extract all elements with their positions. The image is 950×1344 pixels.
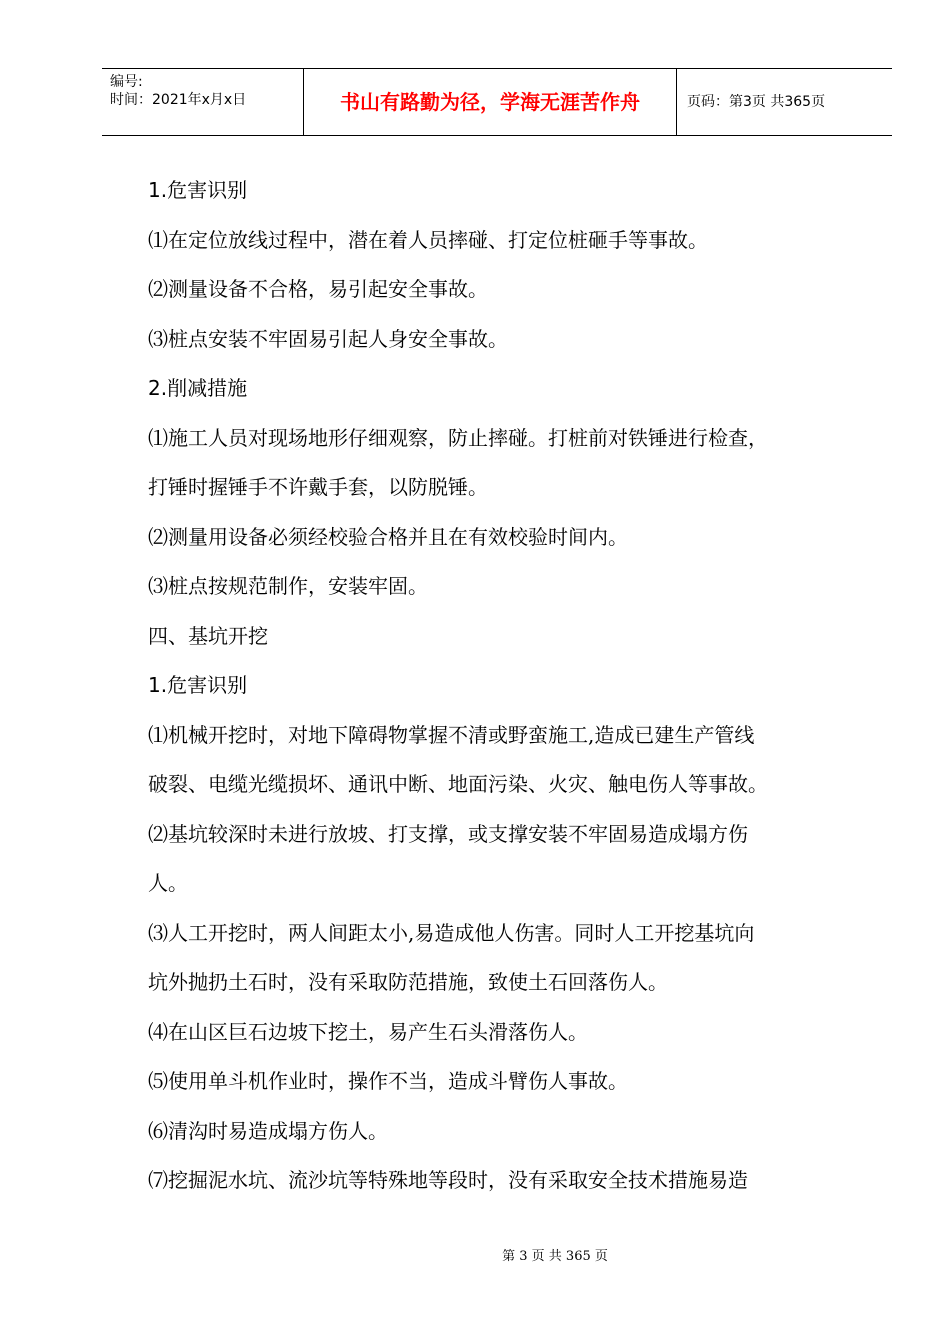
body-paragraph: ⑴在定位放线过程中，潜在着人员摔碰、打定位桩砸手等事故。 [148, 227, 708, 252]
body-paragraph: ⑺挖掘泥水坑、流沙坑等特殊地等段时，没有采取安全技术措施易造 [148, 1168, 748, 1192]
body-paragraph: 坑外抛扔土石时，没有采取防范措施，致使土石回落伤人。 [148, 970, 668, 994]
body-paragraph: ⑵测量用设备必须经校验合格并且在有效校验时间内。 [148, 524, 628, 549]
body-paragraph: ⑶人工开挖时，两人间距太小,易造成他人伤害。同时人工开挖基坑向 [148, 920, 755, 945]
section-heading: 2.削减措施 [148, 376, 248, 400]
body-paragraph: 破裂、电缆光缆损坏、通讯中断、地面污染、火灾、触电伤人等事故。 [148, 772, 768, 796]
footer-page-number: 第 3 页 共 365 页 [502, 1249, 608, 1264]
section-heading: 1.危害识别 [148, 178, 248, 202]
document-number-label: 编号: [110, 74, 143, 90]
body-paragraph: ⑴施工人员对现场地形仔细观察，防止摔碰。打桩前对铁锤进行检查， [148, 425, 768, 450]
page-footer [0, 1245, 950, 1264]
document-body [148, 166, 868, 1206]
document-date-label: 时间：2021年x月x日 [110, 92, 247, 108]
header-meta-cell [102, 69, 304, 135]
body-paragraph: ⑵测量设备不合格，易引起安全事故。 [148, 277, 488, 301]
header-motto: 书山有路勤为径，学海无涯苦作舟 [304, 69, 677, 135]
header-page-number: 页码：第3页 共365页 [687, 94, 826, 110]
body-paragraph: 打锤时握锤手不许戴手套，以防脱锤。 [148, 475, 488, 499]
body-paragraph: 人。 [148, 871, 188, 895]
section-heading: 1.危害识别 [148, 673, 248, 697]
body-paragraph: ⑹清沟时易造成塌方伤人。 [148, 1118, 388, 1143]
body-paragraph: ⑷在山区巨石边坡下挖土，易产生石头滑落伤人。 [148, 1019, 588, 1044]
body-paragraph: ⑶桩点安装不牢固易引起人身安全事故。 [148, 326, 508, 351]
body-paragraph: ⑴机械开挖时，对地下障碍物掌握不清或野蛮施工,造成已建生产管线 [148, 722, 755, 747]
page-header [102, 68, 892, 136]
chapter-heading: 四、基坑开挖 [148, 623, 268, 648]
body-paragraph: ⑸使用单斗机作业时，操作不当，造成斗臂伤人事故。 [148, 1069, 628, 1093]
body-paragraph: ⑶桩点按规范制作，安装牢固。 [148, 574, 428, 598]
body-paragraph: ⑵基坑较深时未进行放坡、打支撑，或支撑安装不牢固易造成塌方伤 [148, 821, 748, 846]
